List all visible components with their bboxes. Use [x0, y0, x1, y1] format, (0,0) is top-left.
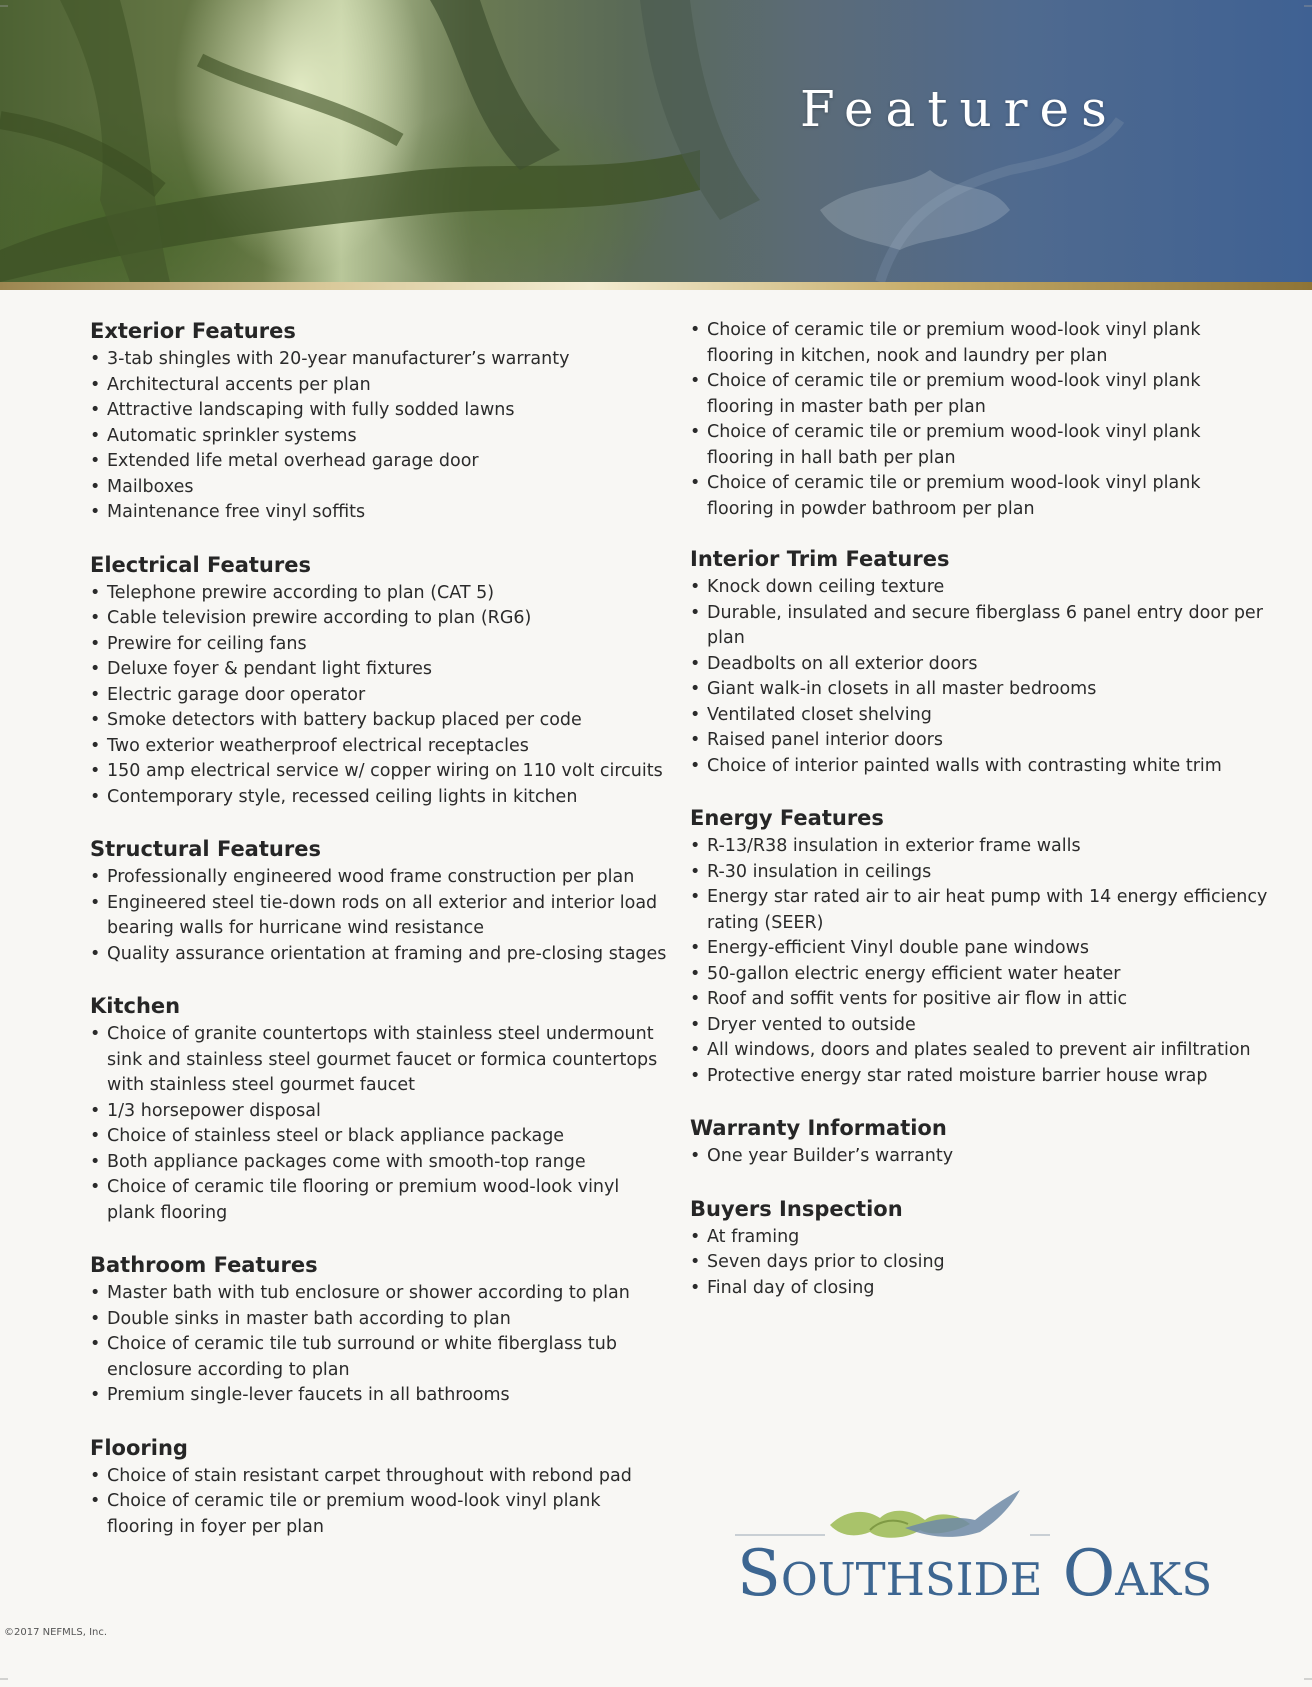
feature-item: • Master bath with tub enclosure or shower according to plan [90, 1281, 670, 1307]
feature-item: • Raised panel interior doors [690, 728, 1270, 754]
feature-item: • Ventilated closet shelving [690, 703, 1270, 729]
kitchen-section [90, 993, 670, 1226]
feature-item: • Knock down ceiling texture [690, 575, 1270, 601]
feature-list [90, 1022, 670, 1226]
section-heading: Flooring [90, 1435, 188, 1460]
feature-item: • Choice of ceramic tile or premium wood-look vinyl plank flooring in foyer per plan [90, 1489, 670, 1540]
feature-item: • Telephone prewire according to plan (CAT 5) [90, 581, 670, 607]
feature-item: • Prewire for ceiling fans [90, 632, 670, 658]
feature-item: • Roof and soffit vents for positive air flow in attic [690, 987, 1270, 1013]
feature-item: • Double sinks in master bath according to plan [90, 1307, 670, 1333]
feature-list [690, 1144, 1270, 1170]
feature-item: • All windows, doors and plates sealed to prevent air infiltration [690, 1038, 1270, 1064]
feature-item: • Choice of ceramic tile tub surround or white fiberglass tub enclosure according to plan [90, 1332, 670, 1383]
feature-item: • Durable, insulated and secure fiberglass 6 panel entry door per plan [690, 601, 1270, 652]
feature-item: • Deluxe foyer & pendant light fixtures [90, 657, 670, 683]
feature-item: • Final day of closing [690, 1276, 1270, 1302]
feature-item: • Two exterior weatherproof electrical receptacles [90, 734, 670, 760]
section-heading: Electrical Features [90, 552, 311, 577]
southside-oaks-logo [730, 1490, 1230, 1620]
section-heading: Exterior Features [90, 319, 296, 343]
feature-item: • Contemporary style, recessed ceiling lights in kitchen [90, 785, 670, 811]
feature-item: • Choice of ceramic tile or premium wood-look vinyl plank flooring in powder bathroom per plan [690, 471, 1270, 522]
feature-item: • Smoke detectors with battery backup placed per code [90, 708, 670, 734]
feature-list [690, 575, 1270, 779]
feature-item: • Professionally engineered wood frame construction per plan [90, 865, 670, 891]
feature-item: • At framing [690, 1225, 1270, 1251]
feature-item: • Choice of ceramic tile flooring or premium wood-look vinyl plank flooring [90, 1175, 670, 1226]
section-heading: Buyers Inspection [690, 1196, 903, 1221]
feature-item: • Mailboxes [90, 475, 670, 501]
bathroom-features-section [90, 1252, 670, 1409]
feature-item: • One year Builder’s warranty [690, 1144, 1270, 1170]
feature-item: • Cable television prewire according to plan (RG6) [90, 606, 670, 632]
feature-list [690, 1225, 1270, 1302]
feature-item: • Deadbolts on all exterior doors [690, 652, 1270, 678]
feature-item: • Maintenance free vinyl soffits [90, 500, 670, 526]
feature-item: • Choice of ceramic tile or premium wood-look vinyl plank flooring in master bath per plan [690, 369, 1270, 420]
flooring-continued-list [690, 318, 1270, 522]
feature-item: • Automatic sprinkler systems [90, 424, 670, 450]
warranty-information-section [690, 1115, 1270, 1170]
logo-text: Southside Oaks [737, 1537, 1213, 1611]
section-heading: Kitchen [90, 994, 181, 1018]
crop-mark [0, 1675, 12, 1687]
exterior-features-section [90, 318, 670, 526]
structural-features-section [90, 836, 670, 967]
feature-item: • Choice of ceramic tile or premium wood-look vinyl plank flooring in kitchen, nook and laundry per plan [690, 318, 1270, 369]
feature-item: • Giant walk-in closets in all master bedrooms [690, 677, 1270, 703]
feature-item: • Quality assurance orientation at framing and pre-closing stages [90, 942, 670, 968]
section-heading: Interior Trim Features [690, 547, 950, 571]
feature-list [90, 1464, 670, 1541]
left-column [90, 318, 670, 1566]
gold-divider [0, 282, 1312, 290]
section-heading: Bathroom Features [90, 1253, 318, 1277]
feature-item: • Electric garage door operator [90, 683, 670, 709]
feature-item: • Choice of granite countertops with stainless steel undermount sink and stainless steel gourmet faucet or formica countertops with stainless steel gourmet faucet [90, 1022, 670, 1099]
feature-item: • 3-tab shingles with 20-year manufacturer’s warranty [90, 347, 670, 373]
feature-list [90, 347, 670, 526]
feature-item: • Choice of stainless steel or black appliance package [90, 1124, 670, 1150]
feature-item: • Choice of ceramic tile or premium wood-look vinyl plank flooring in hall bath per plan [690, 420, 1270, 471]
feature-item: • Both appliance packages come with smooth-top range [90, 1150, 670, 1176]
feature-item: • Premium single-lever faucets in all bathrooms [90, 1383, 670, 1409]
copyright: ©2017 NEFMLS, Inc. [4, 1627, 108, 1638]
section-heading: Structural Features [90, 837, 321, 861]
feature-item: • 50-gallon electric energy efficient water heater [690, 962, 1270, 988]
crop-mark [0, 0, 12, 12]
feature-item: • 150 amp electrical service w/ copper wiring on 110 volt circuits [90, 759, 670, 785]
feature-list [90, 865, 670, 967]
header-banner [0, 0, 1312, 282]
feature-list [90, 581, 670, 811]
feature-item: • Seven days prior to closing [690, 1250, 1270, 1276]
feature-item: • Choice of stain resistant carpet throughout with rebond pad [90, 1464, 670, 1490]
feature-item: • R-30 insulation in ceilings [690, 860, 1270, 886]
crop-mark [1300, 1675, 1312, 1687]
section-heading: Warranty Information [690, 1116, 947, 1140]
feature-item: • Engineered steel tie-down rods on all exterior and interior load bearing walls for hurricane wind resistance [90, 891, 670, 942]
feature-item: • 1/3 horsepower disposal [90, 1099, 670, 1125]
electrical-features-section [90, 552, 670, 811]
interior-trim-features-section [690, 546, 1270, 779]
feature-list [90, 1281, 670, 1409]
feature-item: • Energy star rated air to air heat pump with 14 energy efficiency rating (SEER) [690, 885, 1270, 936]
flooring-continued-section [690, 318, 1270, 522]
feature-item: • Extended life metal overhead garage door [90, 449, 670, 475]
section-heading: Energy Features [690, 806, 884, 830]
energy-features-section [690, 805, 1270, 1089]
feature-item: • Protective energy star rated moisture barrier house wrap [690, 1064, 1270, 1090]
buyers-inspection-section [690, 1196, 1270, 1302]
oak-tree-photo [0, 0, 1312, 282]
flooring-section [90, 1435, 670, 1541]
right-column [690, 318, 1270, 1327]
crop-mark [1300, 0, 1312, 12]
page-title: Features [800, 80, 1119, 138]
feature-item: • R-13/R38 insulation in exterior frame walls [690, 834, 1270, 860]
feature-item: • Choice of interior painted walls with contrasting white trim [690, 754, 1270, 780]
feature-item: • Attractive landscaping with fully sodded lawns [90, 398, 670, 424]
feature-item: • Energy-efficient Vinyl double pane windows [690, 936, 1270, 962]
feature-list [690, 834, 1270, 1089]
feature-item: • Dryer vented to outside [690, 1013, 1270, 1039]
feature-item: • Architectural accents per plan [90, 373, 670, 399]
